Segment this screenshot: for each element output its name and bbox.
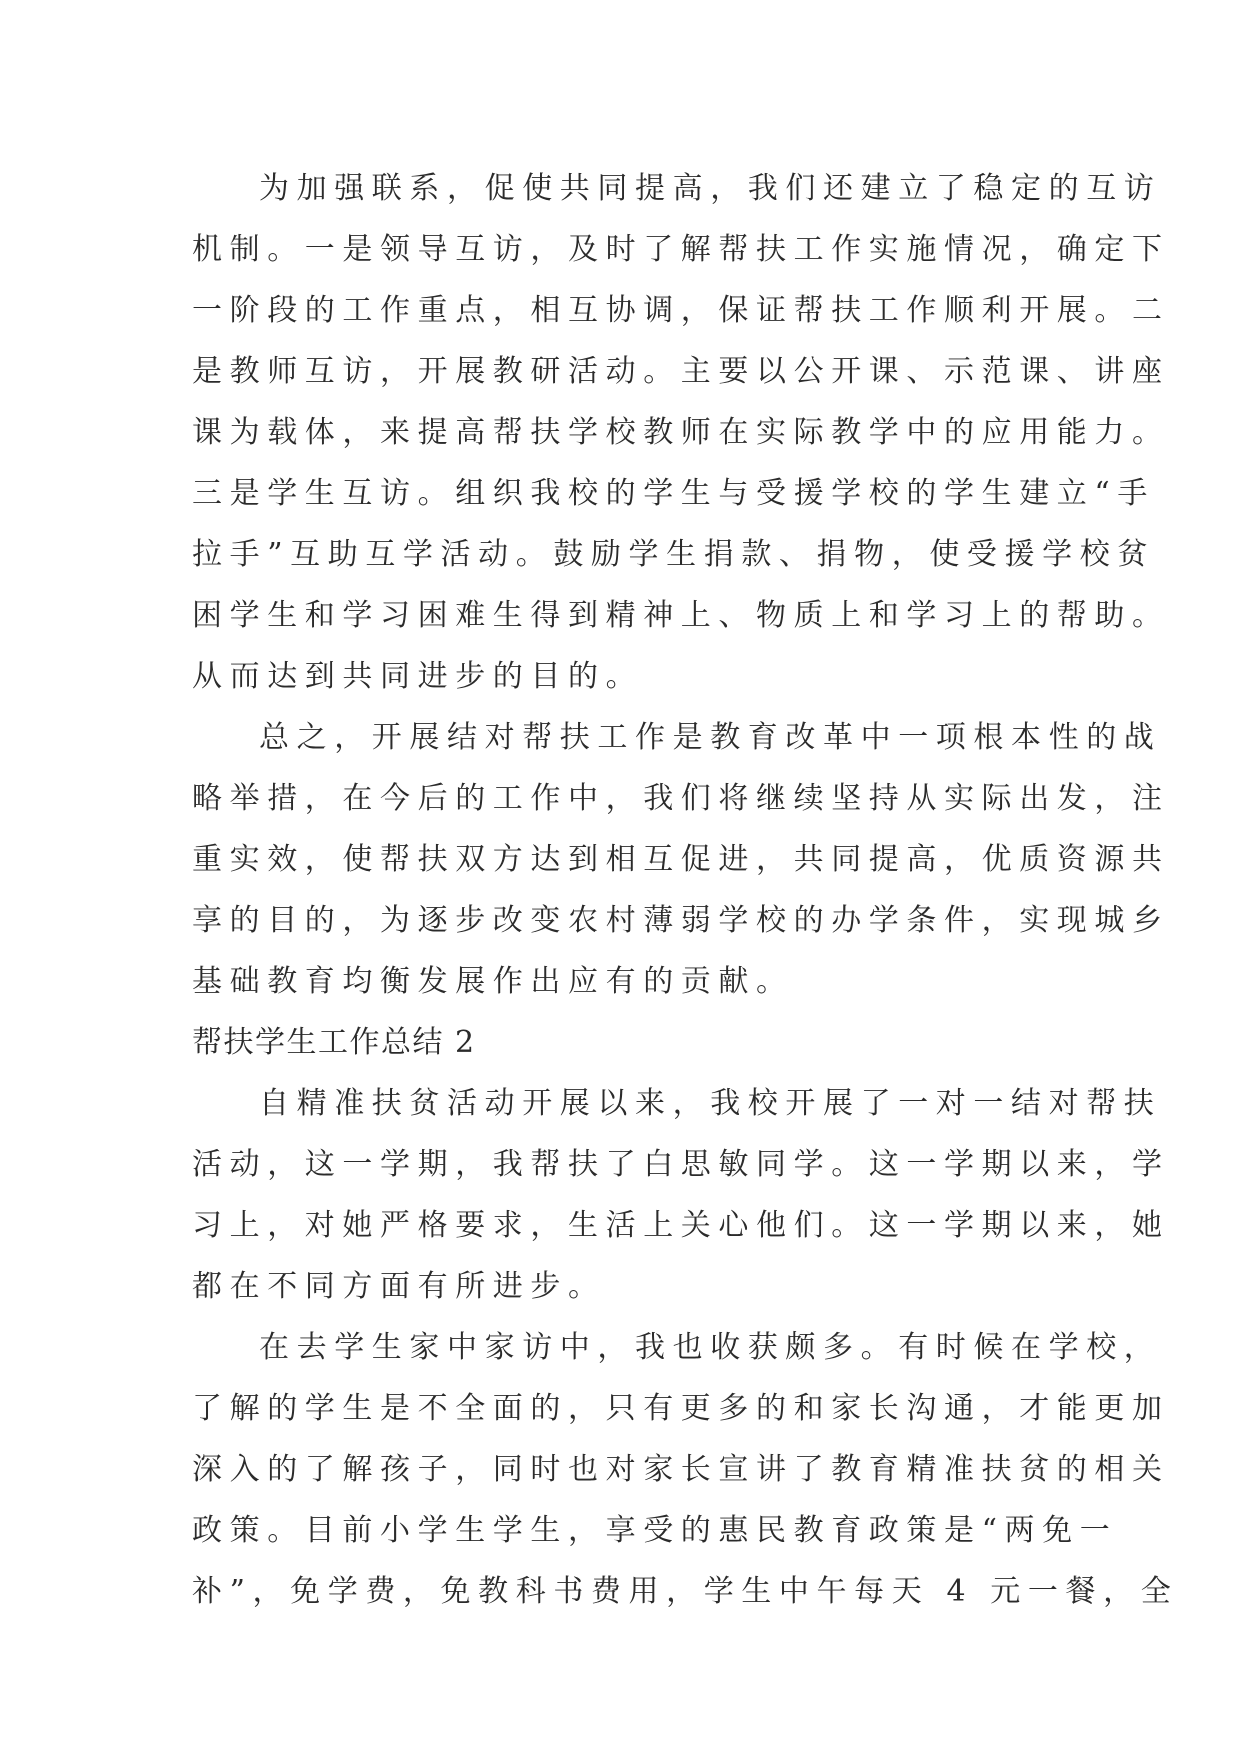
- text-line: 自精准扶贫活动开展以来，我校开展了一对一结对帮扶: [259, 1086, 1162, 1121]
- text-line: 深入的了解孩子，同时也对家长宣讲了教育精准扶贫的相关: [192, 1452, 1170, 1487]
- text-line: 都在不同方面有所进步。: [192, 1269, 606, 1304]
- text-line: 课为载体，来提高帮扶学校教师在实际教学中的应用能力。: [192, 415, 1170, 450]
- text-line: 一阶段的工作重点，相互协调，保证帮扶工作顺利开展。二: [192, 293, 1170, 328]
- text-line: 补”，免学费，免教科书费用，学生中午每天 4 元一餐，全: [192, 1574, 1179, 1609]
- text-line: 略举措，在今后的工作中，我们将继续坚持从实际出发，注: [192, 781, 1170, 816]
- text-line: 总之，开展结对帮扶工作是教育改革中一项根本性的战: [259, 720, 1162, 755]
- text-line: 享的目的，为逐步改变农村薄弱学校的办学条件，实现城乡: [192, 903, 1170, 938]
- paragraph: [192, 158, 1170, 707]
- text-line: 在去学生家中家访中，我也收获颇多。有时候在学校，: [259, 1330, 1162, 1365]
- document-page: [192, 158, 1179, 1622]
- text-line: 了解的学生是不全面的，只有更多的和家长沟通，才能更加: [192, 1391, 1170, 1426]
- text-line: 重实效，使帮扶双方达到相互促进，共同提高，优质资源共: [192, 842, 1170, 877]
- paragraph: [192, 1073, 1170, 1317]
- text-line: 为加强联系，促使共同提高，我们还建立了稳定的互访: [259, 171, 1162, 206]
- text-line: 机制。一是领导互访，及时了解帮扶工作实施情况，确定下: [192, 232, 1170, 267]
- text-line: 活动，这一学期，我帮扶了白思敏同学。这一学期以来，学: [192, 1147, 1170, 1182]
- text-line: 是教师互访，开展教研活动。主要以公开课、示范课、讲座: [192, 354, 1170, 389]
- text-line: 从而达到共同进步的目的。: [192, 659, 644, 694]
- text-line: 三是学生互访。组织我校的学生与受援学校的学生建立“手: [192, 476, 1155, 511]
- text-line: 政策。目前小学生学生，享受的惠民教育政策是“两免一: [192, 1513, 1118, 1548]
- text-line: 基础教育均衡发展作出应有的贡献。: [192, 964, 794, 999]
- text-line: 习上，对她严格要求，生活上关心他们。这一学期以来，她: [192, 1208, 1170, 1243]
- paragraph: [192, 1317, 1179, 1622]
- text-line: 困学生和学习困难生得到精神上、物质上和学习上的帮助。: [192, 598, 1170, 633]
- paragraph: [192, 707, 1170, 1012]
- text-line: 拉手”互助互学活动。鼓励学生捐款、捐物，使受援学校贫: [192, 537, 1155, 572]
- section-heading: 帮扶学生工作总结 2: [192, 1025, 476, 1060]
